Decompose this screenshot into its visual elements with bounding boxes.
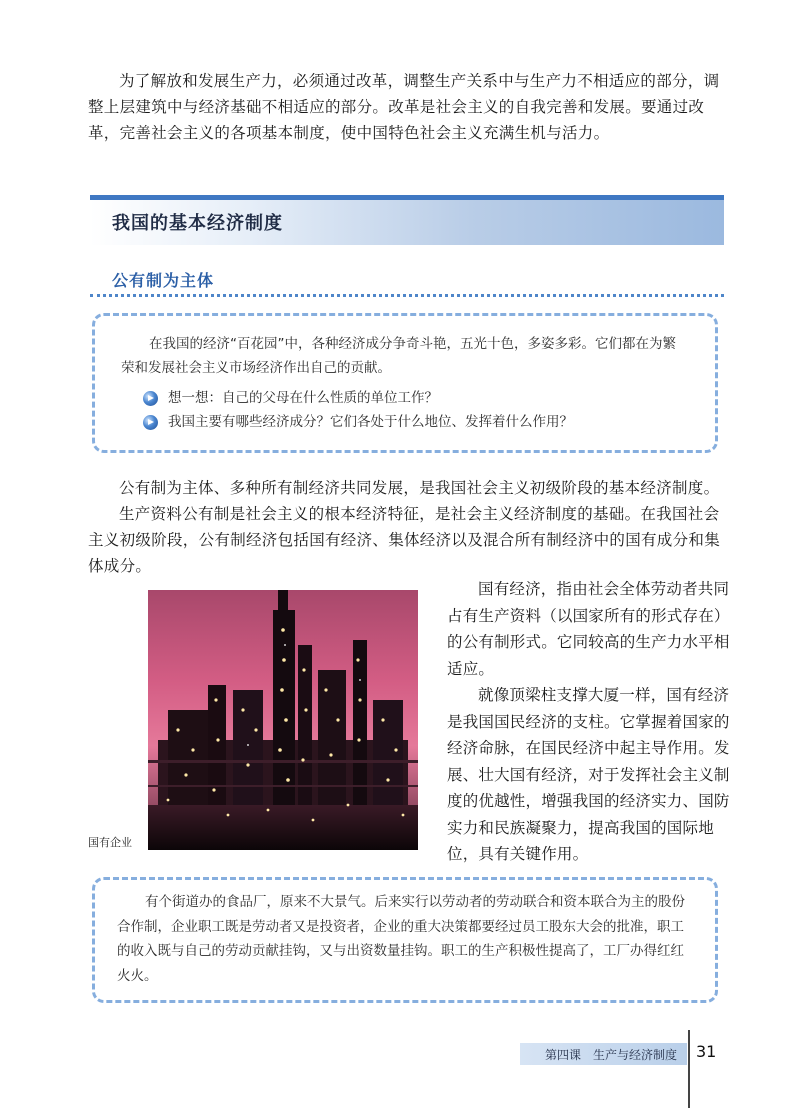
- side-paragraph-1: 国有经济，指由社会全体劳动者共同占有生产资料（以国家所有的形式存在）的公有制形式。它同较高的生产力水平相适应。: [447, 580, 730, 678]
- discussion-box: [92, 313, 718, 453]
- arrow-bullet-icon: [143, 415, 158, 430]
- section-title: 我国的基本经济制度: [112, 213, 283, 234]
- main-paragraph-1: 公有制为主体、多种所有制经济共同发展，是我国社会主义初级阶段的基本经济制度。: [119, 479, 720, 497]
- question-text: 我国主要有哪些经济成分？它们各处于什么地位、发挥着什么作用？: [168, 414, 573, 430]
- main-paragraph-2: 生产资料公有制是社会主义的根本经济特征，是社会主义经济制度的基础。在我国社会主义初级阶段，公有制经济包括国有经济、集体经济以及混合所有制经济中的国有成分和集体成分。: [88, 505, 721, 575]
- lesson-footer: 第四课 生产与经济制度: [520, 1043, 687, 1065]
- case-text: 有个街道办的食品厂，原来不大景气。后来实行以劳动者的劳动联合和资本联合为主的股份合作制，企业职工既是劳动者又是投资者，企业的重大决策都要经过员工股东大会的批准，职工的收入既与自己的劳动贡献挂钩，又与出资数量挂钩。职工的生产积极性提高了，工厂办得红红火火。: [117, 894, 685, 984]
- photo-caption: 国有企业: [88, 836, 132, 849]
- section-header-bar: [90, 195, 724, 245]
- question-item: [143, 386, 689, 410]
- refinery-photo: [148, 590, 418, 850]
- case-box: [92, 877, 718, 1003]
- main-text: [88, 475, 728, 579]
- question-text: 想一想：自己的父母在什么性质的单位工作？: [168, 390, 438, 406]
- footer-divider: [688, 1030, 690, 1108]
- subheading: 公有制为主体: [112, 271, 215, 290]
- dotted-divider: [90, 294, 724, 297]
- arrow-bullet-icon: [143, 391, 158, 406]
- page-number: 31: [696, 1042, 717, 1061]
- discussion-text: 在我国的经济“百花园”中，各种经济成分争奇斗艳，五光十色，多姿多彩。它们都在为繁荣和发展社会主义市场经济作出自己的贡献。: [121, 336, 676, 376]
- question-item: [143, 410, 689, 434]
- side-paragraph-2: 就像顶梁柱支撑大厦一样，国有经济是我国国民经济的支柱。它掌握着国家的经济命脉，在国民经济中起主导作用。发展、壮大国有经济，对于发挥社会主义制度的优越性，增强我国的经济实力、国防实力和民族凝聚力，提高我国的国际地位，具有关键作用。: [447, 686, 730, 863]
- side-text: [447, 576, 732, 868]
- intro-paragraph: 为了解放和发展生产力，必须通过改革，调整生产关系中与生产力不相适应的部分，调整上层建筑中与经济基础不相适应的部分。改革是社会主义的自我完善和发展。要通过改革，完善社会主义的各项基本制度，使中国特色社会主义充满生机与活力。: [88, 72, 720, 142]
